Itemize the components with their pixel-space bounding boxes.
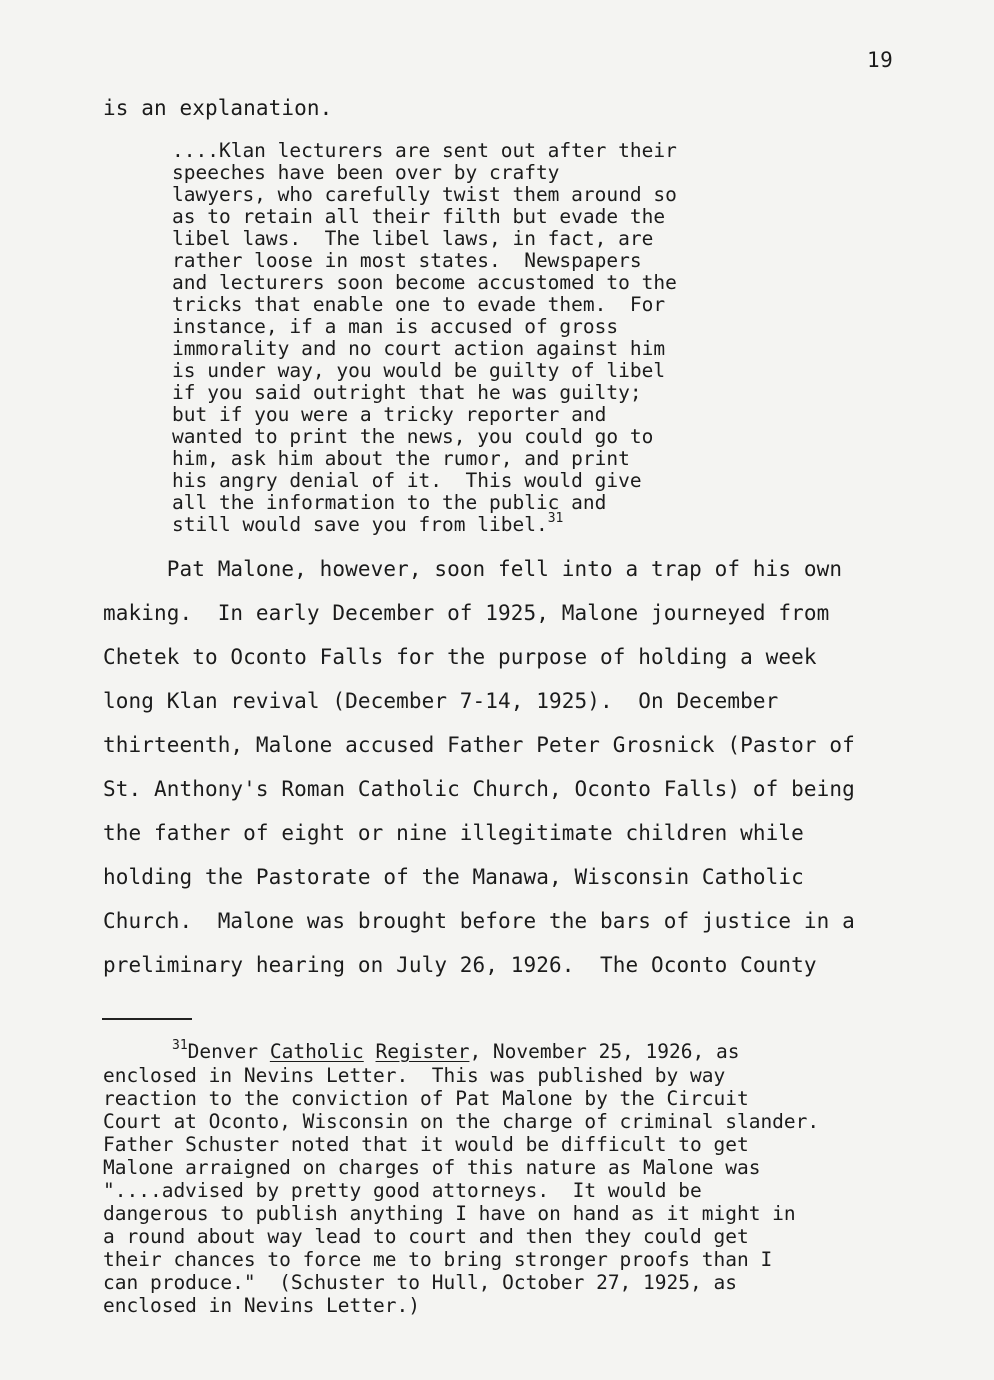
body-line: the father of eight or nine illegitimate children while xyxy=(103,821,804,845)
quote-line: instance, if a man is accused of gross xyxy=(172,315,619,338)
body-line: Pat Malone, however, soon fell into a trap of his own xyxy=(103,557,843,581)
body-line: Church. Malone was brought before the bars of justice in a xyxy=(103,909,855,933)
body-line: long Klan revival (December 7-14, 1925). On December xyxy=(103,689,779,713)
publication-title-space xyxy=(364,1040,376,1063)
footnote-line: Court at Oconto, Wisconsin on the charge of criminal slander. xyxy=(103,1110,820,1133)
footnote-divider xyxy=(102,1018,192,1020)
footnote-line: reaction to the conviction of Pat Malone by the Circuit xyxy=(103,1087,749,1110)
quote-line-text: still would save you from libel. xyxy=(172,513,548,536)
footnote-line: enclosed in Nevins Letter.) xyxy=(103,1294,420,1317)
footnote-line: "....advised by pretty good attorneys. It would be xyxy=(103,1179,702,1202)
footnote-line: enclosed in Nevins Letter. This was published by way xyxy=(103,1064,726,1087)
footnote-line: dangerous to publish anything I have on hand as it might in xyxy=(103,1202,796,1225)
body-line: making. In early December of 1925, Malone journeyed from xyxy=(103,601,830,625)
footnote-line: Father Schuster noted that it would be difficult to get xyxy=(103,1133,749,1156)
quote-line: rather loose in most states. Newspapers xyxy=(172,249,642,272)
intro-line: is an explanation. xyxy=(103,96,333,120)
quote-line: as to retain all their filth but evade the xyxy=(172,205,666,228)
footnote-first-line xyxy=(172,1040,739,1063)
publication-title-word: Register xyxy=(375,1040,470,1063)
body-line: Chetek to Oconto Falls for the purpose of holding a week xyxy=(103,645,817,669)
footnote-line: can produce." (Schuster to Hull, October 27, 1925, as xyxy=(103,1271,737,1294)
quote-line: immorality and no court action against him xyxy=(172,337,666,360)
publication-title-word: Catholic xyxy=(269,1040,364,1063)
quote-line: speeches have been over by crafty xyxy=(172,161,560,184)
quote-line: lawyers, who carefully twist them around so xyxy=(172,183,677,206)
footnote-reference: 31 xyxy=(547,511,564,526)
quote-line: but if you were a tricky reporter and xyxy=(172,403,607,426)
quote-line: tricks that enable one to evade them. For xyxy=(172,293,666,316)
page-number: 19 xyxy=(867,48,894,72)
quote-line: all the information to the public and xyxy=(172,491,607,514)
footnote-number: 31 xyxy=(172,1038,188,1053)
quote-line: is under way, you would be guilty of libel xyxy=(172,359,666,382)
body-line: St. Anthony's Roman Catholic Church, Oconto Falls) of being xyxy=(103,777,855,801)
body-line: holding the Pastorate of the Manawa, Wisconsin Catholic xyxy=(103,865,804,889)
footnote-line: a round about way lead to court and then they could get xyxy=(103,1225,749,1248)
body-line: thirteenth, Malone accused Father Peter Grosnick (Pastor of xyxy=(103,733,855,757)
quote-line: if you said outright that he was guilty; xyxy=(172,381,642,404)
quote-line: libel laws. The libel laws, in fact, are xyxy=(172,227,654,250)
quote-line: ....Klan lecturers are sent out after their xyxy=(172,139,677,162)
footnote-line: their chances to force me to bring stronger proofs than I xyxy=(103,1248,773,1271)
quote-line: wanted to print the news, you could go to xyxy=(172,425,654,448)
footnote-text: , November 25, 1926, as xyxy=(469,1040,740,1063)
footnote-line: Malone arraigned on charges of this nature as Malone was xyxy=(103,1156,761,1179)
quote-line: him, ask him about the rumor, and print xyxy=(172,447,630,470)
footnote-text: Denver xyxy=(187,1040,270,1063)
body-line: preliminary hearing on July 26, 1926. The Oconto County xyxy=(103,953,817,977)
quote-line: his angry denial of it. This would give xyxy=(172,469,642,492)
quote-line: and lecturers soon become accustomed to the xyxy=(172,271,677,294)
quote-line-last xyxy=(172,513,563,536)
